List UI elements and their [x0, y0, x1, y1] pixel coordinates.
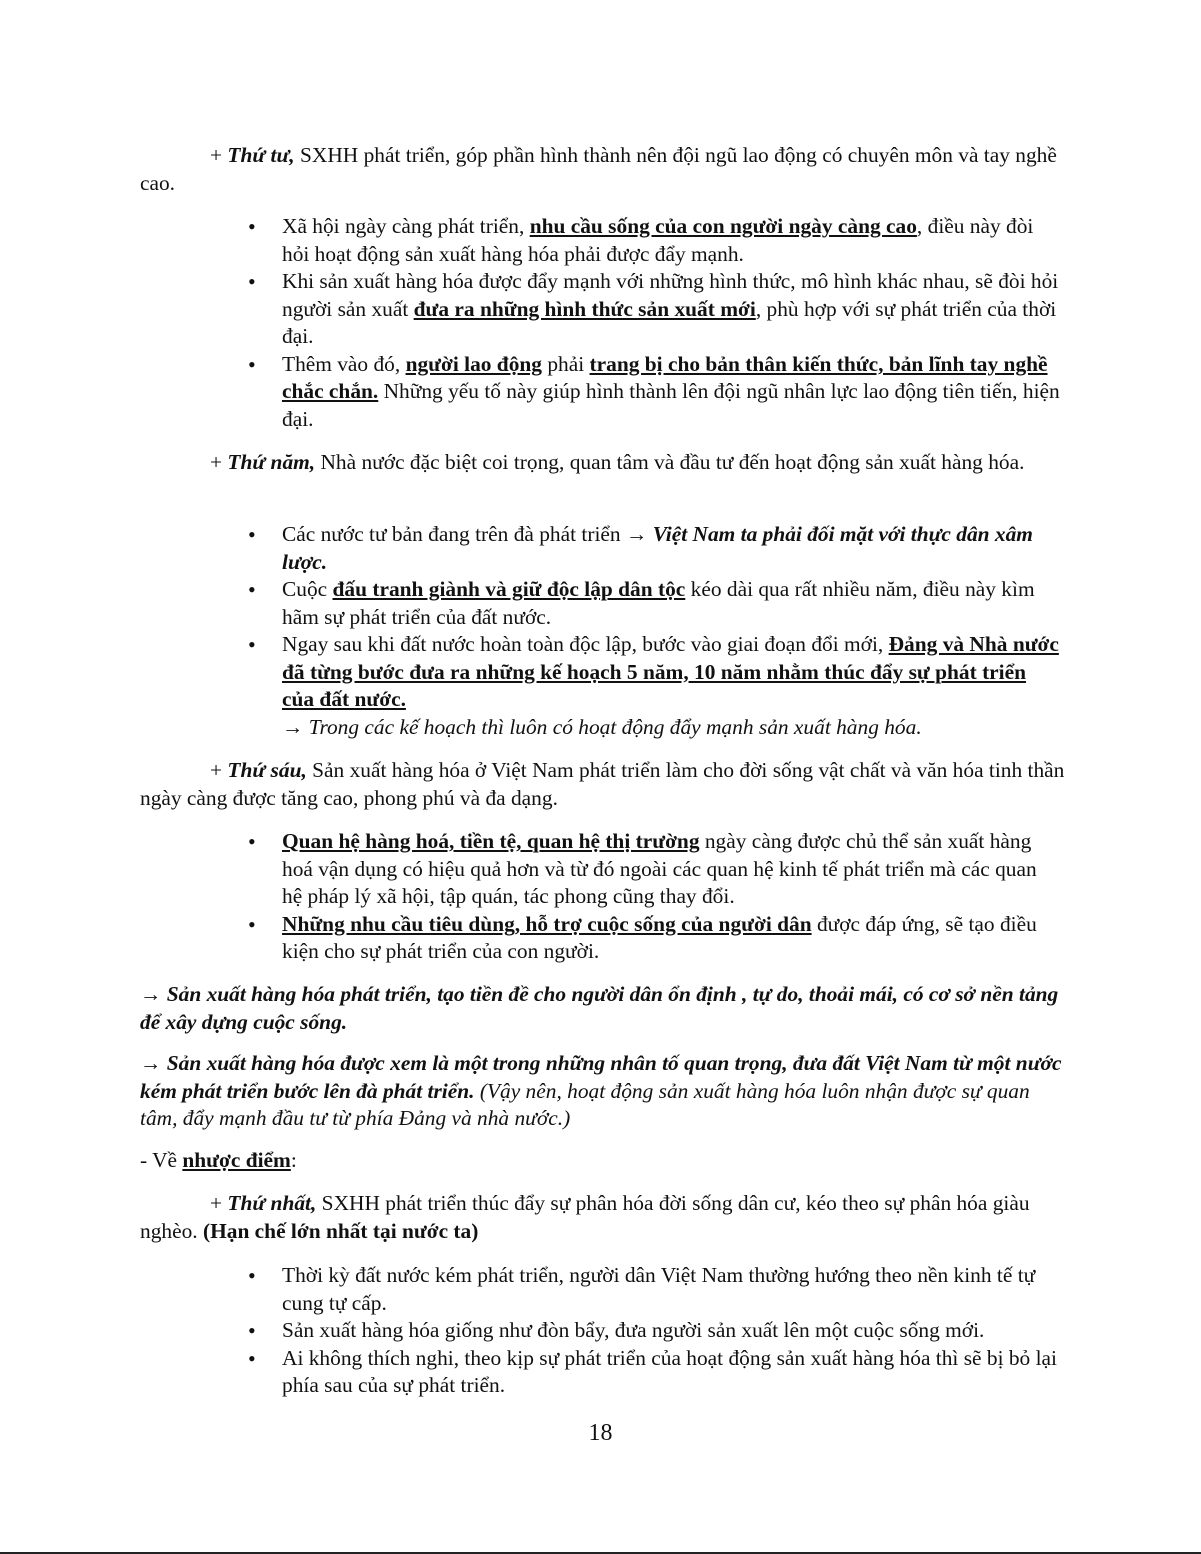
- list-item: • Những nhu cầu tiêu dùng, hỗ trợ cuộc sống của người dân được đáp ứng, sẽ tạo điều kiện cho sự phát triển của con người.: [282, 911, 1062, 966]
- list-item: • Ai không thích nghi, theo kịp sự phát triển của hoạt động sản xuất hàng hóa thì sẽ bị bỏ lại phía sau của sự phát triển.: [282, 1345, 1062, 1400]
- section-label: Thứ tư,: [227, 143, 295, 167]
- list-item: • Xã hội ngày càng phát triển, nhu cầu sống của con người ngày càng cao, điều này đòi hỏi hoạt động sản xuất hàng hóa phải được đẩy mạnh.: [282, 213, 1062, 268]
- section-fourth-heading: + Thứ tư, SXHH phát triển, góp phần hình thành nên đội ngũ lao động có chuyên môn và tay nghề cao.: [140, 143, 1057, 195]
- section-sixth-bullets: [282, 828, 1062, 966]
- section-sixth-heading: + Thứ sáu, Sản xuất hàng hóa ở Việt Nam phát triển làm cho đời sống vật chất và văn hóa tinh thần ngày càng được tăng cao, phong phú và đa dạng.: [140, 758, 1065, 810]
- list-item: • Khi sản xuất hàng hóa được đẩy mạnh với những hình thức, mô hình khác nhau, sẽ đòi hỏi người sản xuất đưa ra những hình thức sản xuất mới, phù hợp với sự phát triển của thời đại.: [282, 268, 1062, 351]
- section-fifth-heading: + Thứ năm, Nhà nước đặc biệt coi trọng, quan tâm và đầu tư đến hoạt động sản xuất hàng hóa.: [210, 450, 1025, 474]
- weakness-first-bullets: [282, 1262, 1062, 1400]
- section-label: Thứ nhất,: [227, 1191, 317, 1215]
- conclusion-one: → Sản xuất hàng hóa phát triển, tạo tiền đề cho người dân ổn định , tự do, thoải mái, có cơ sở nền tảng để xây dựng cuộc sống.: [140, 982, 1059, 1034]
- section-fifth-bullets: [282, 521, 1062, 741]
- section-label: Thứ năm,: [227, 450, 316, 474]
- page-number: 18: [588, 1420, 613, 1446]
- conclusion-two: → Sản xuất hàng hóa được xem là một trong những nhân tố quan trọng, đưa đất Việt Nam từ một nước kém phát triển bước lên đà phát triển. (Vậy nên, hoạt động sản xuất hàng hóa luôn nhận được sự quan tâm, đẩy mạnh đầu tư từ phía Đảng và nhà nước.): [140, 1051, 1062, 1130]
- section-fourth-bullets: [282, 213, 1062, 433]
- plan-note: → Trong các kế hoạch thì luôn có hoạt động đẩy mạnh sản xuất hàng hóa.: [282, 714, 922, 739]
- list-item: • Các nước tư bản đang trên đà phát triển → Việt Nam ta phải đối mặt với thực dân xâm lược.: [282, 521, 1062, 576]
- list-item: • Thời kỳ đất nước kém phát triển, người dân Việt Nam thường hướng theo nền kinh tế tự cung tự cấp.: [282, 1262, 1062, 1317]
- section-label: Thứ sáu,: [227, 758, 307, 782]
- list-item: • Cuộc đấu tranh giành và giữ độc lập dân tộc kéo dài qua rất nhiều năm, điều này kìm hãm sự phát triển của đất nước.: [282, 576, 1062, 631]
- list-item: • Sản xuất hàng hóa giống như đòn bẩy, đưa người sản xuất lên một cuộc sống mới.: [282, 1317, 1062, 1345]
- list-item: • Ngay sau khi đất nước hoàn toàn độc lập, bước vào giai đoạn đổi mới, Đảng và Nhà nước đã từng bước đưa ra những kế hoạch 5 năm, 10 năm nhằm thúc đẩy sự phát triển của đất nước. → Trong các kế hoạch thì luôn có hoạt động đẩy mạnh sản xuất hàng hóa.: [282, 631, 1062, 741]
- weakness-first-heading: + Thứ nhất, SXHH phát triển thúc đẩy sự phân hóa đời sống dân cư, kéo theo sự phân hóa giàu nghèo. (Hạn chế lớn nhất tại nước ta): [140, 1191, 1030, 1243]
- list-item: • Thêm vào đó, người lao động phải trang bị cho bản thân kiến thức, bản lĩnh tay nghề chắc chắn. Những yếu tố này giúp hình thành lên đội ngũ nhân lực lao động tiên tiến, hiện đại.: [282, 351, 1062, 434]
- list-item: • Quan hệ hàng hoá, tiền tệ, quan hệ thị trường ngày càng được chủ thể sản xuất hàng hoá vận dụng có hiệu quả hơn và từ đó ngoài các quan hệ kinh tế phát triển mà các quan hệ pháp lý xã hội, tập quán, tác phong cũng thay đổi.: [282, 828, 1062, 911]
- weakness-heading: - Về nhược điểm:: [140, 1148, 297, 1172]
